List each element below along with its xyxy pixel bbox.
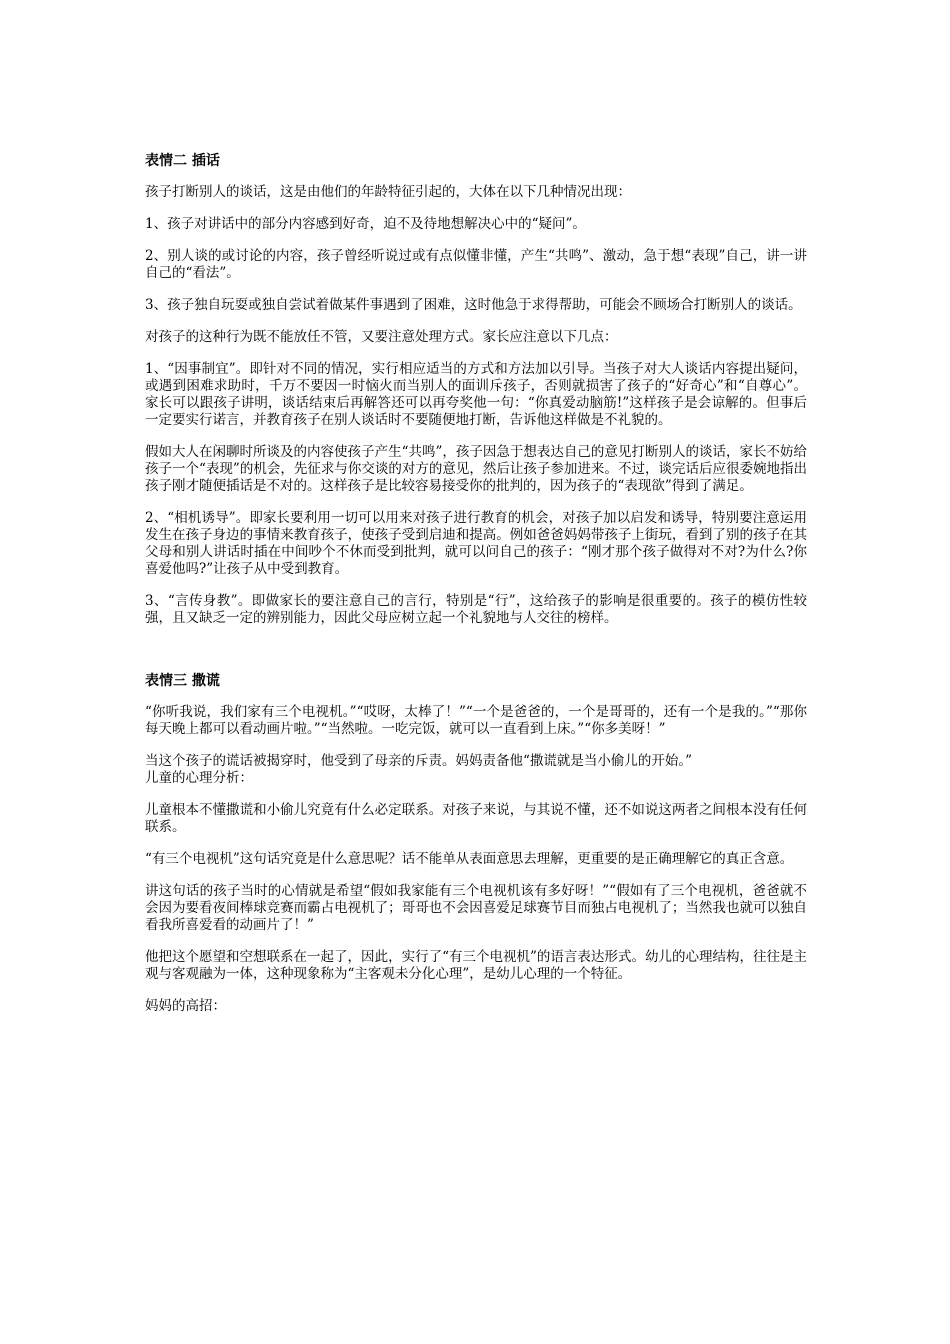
paragraph: 2、“相机诱导”。即家长要利用一切可以用来对孩子进行教育的机会，对孩子加以启发和诱导，特别要注意运用发生在孩子身边的事情来教育孩子，使孩子受到启迪和提高。例如爸爸妈妈带孩子上街玩，看到了别的孩子在其父母和别人讲话时插在中间吵个不休而受到批判，就可以问自己的孩子：“刚才那个孩子做得对不对?为什么?你喜爱他吗?”让孩子从中受到教育。 (145, 510, 807, 577)
paragraph: 2、别人谈的或讨论的内容，孩子曾经听说过或有点似懂非懂，产生“共鸣”、激动，急于想“表现”自己，讲一讲自己的“看法”。 (145, 248, 807, 281)
paragraph: 对孩子的这种行为既不能放任不管，又要注意处理方式。家长应注意以下几点： (145, 329, 618, 345)
section-heading-lying: 表情三 撒谎 (145, 673, 220, 689)
paragraph: 儿童的心理分析： (145, 770, 253, 786)
document-page (145, 152, 807, 1030)
paragraph: 讲这句话的孩子当时的心情就是希望“假如我家能有三个电视机该有多好呀！”“假如有了三个电视机，爸爸就不会因为要看夜间棒球竞赛而霸占电视机了；哥哥也不会因喜爱足球赛节目而独占电视机了；当然我也就可以独自看我所喜爱看的动画片了！” (145, 883, 807, 933)
paragraph: 假如大人在闲聊时所谈及的内容使孩子产生“共鸣”，孩子因急于想表达自己的意见打断别人的谈话，家长不妨给孩子一个“表现”的机会，先征求与你交谈的对方的意见，然后让孩子参加进来。不过，谈完话后应很委婉地指出孩子刚才随便插话是不对的。这样孩子是比较容易接受你的批判的，因为孩子的“表现欲”得到了满足。 (145, 444, 807, 494)
paragraph: 1、“因事制宜”。即针对不同的情况，实行相应适当的方式和方法加以引导。当孩子对大人谈话内容提出疑问，或遇到困难求助时，千万不要因一时恼火而当别人的面训斥孩子，否则就损害了孩子的“好奇心”和“自尊心”。家长可以跟孩子讲明，谈话结束后再解答还可以再夸奖他一句：“你真爱动脑筋!”这样孩子是会谅解的。但事后一定要实行诺言，并教育孩子在别人谈话时不要随便地打断，告诉他这样做是不礼貌的。 (145, 361, 807, 428)
section-heading-interrupting: 表情二 插话 (145, 153, 220, 169)
paragraph: 3、“言传身教”。即做家长的要注意自己的言行，特别是“行”，这给孩子的影响是很重要的。孩子的模仿性较强，且又缺乏一定的辨别能力，因此父母应树立起一个礼貌地与人交往的榜样。 (145, 593, 807, 626)
paragraph: “你听我说，我们家有三个电视机。”“哎呀，太棒了！”“一个是爸爸的，一个是哥哥的，还有一个是我的。”“那你每天晚上都可以看动画片啦。”“当然啦。一吃完饭，就可以一直看到上床。”“你多美呀！” (145, 704, 807, 737)
paragraph: 儿童根本不懂撒谎和小偷儿究竟有什么必定联系。对孩子来说，与其说不懂，还不如说这两者之间根本没有任何联系。 (145, 802, 807, 835)
paragraph: 1、孩子对讲话中的部分内容感到好奇，迫不及待地想解决心中的“疑问”。 (145, 216, 586, 232)
paragraph: 他把这个愿望和空想联系在一起了，因此，实行了“有三个电视机”的语言表达形式。幼儿的心理结构，往往是主观与客观融为一体，这种现象称为“主客观未分化心理”，是幼儿心理的一个特征。 (145, 949, 807, 982)
paragraph: 3、孩子独自玩耍或独自尝试着做某件事遇到了困难，这时他急于求得帮助，可能会不顾场合打断别人的谈话。 (145, 297, 802, 313)
paragraph: 当这个孩子的谎话被揭穿时，他受到了母亲的斥责。妈妈责备他“撒谎就是当小偷儿的开始。” (145, 753, 693, 769)
section-spacer (145, 642, 807, 672)
paragraph: 妈妈的高招： (145, 998, 226, 1014)
paragraph: “有三个电视机”这句话究竟是什么意思呢？话不能单从表面意思去理解，更重要的是正确理解它的真正含意。 (145, 851, 794, 867)
paragraph: 孩子打断别人的谈话，这是由他们的年龄特征引起的，大体在以下几种情况出现： (145, 184, 631, 200)
